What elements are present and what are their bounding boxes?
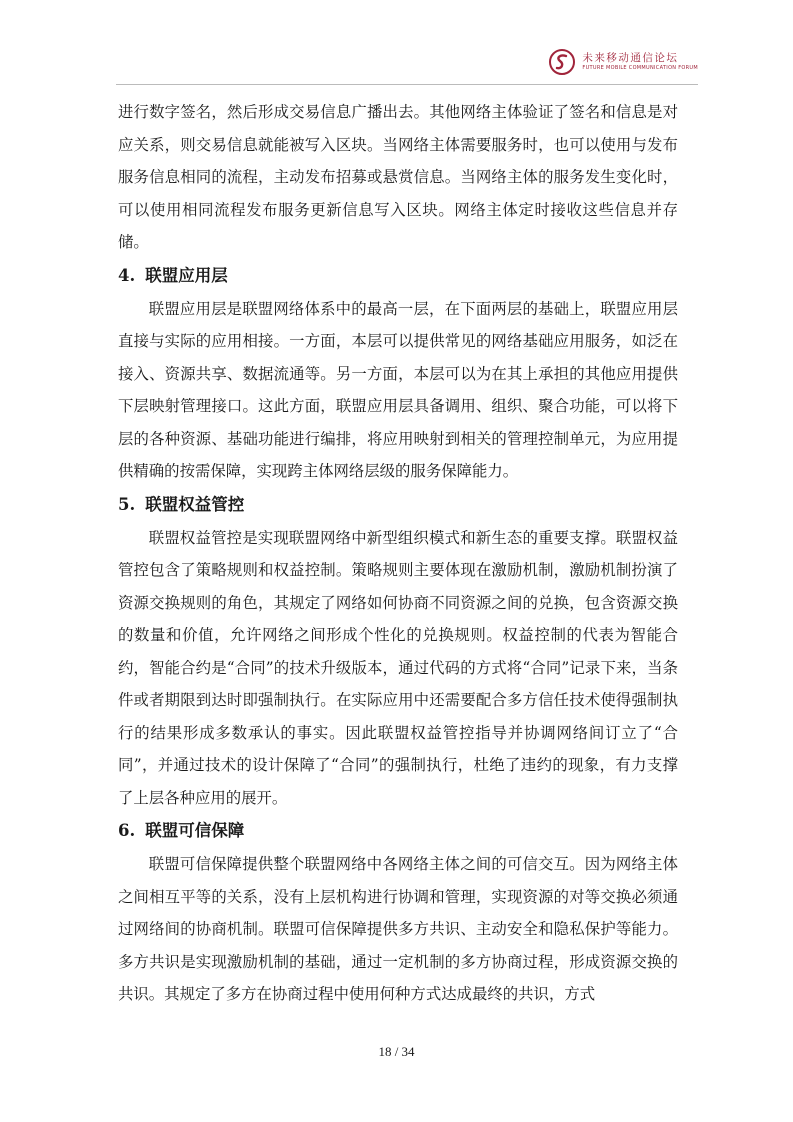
section-heading-4: [118, 259, 678, 293]
forum-logo-icon: [548, 48, 576, 76]
page-number: 18 / 34: [378, 1044, 415, 1059]
section-number: 6.: [118, 821, 136, 840]
section-number: 5.: [118, 494, 136, 514]
logo-cn-text: 未来移动通信论坛: [582, 51, 679, 64]
section-title: 联盟可信保障: [145, 821, 245, 840]
header-divider: [116, 84, 698, 85]
document-body: [118, 96, 678, 1011]
section-title: 联盟权益管控: [145, 494, 245, 514]
paragraph-section-6: 联盟可信保障提供整个联盟网络中各网络主体之间的可信交互。因为网络主体之间相互平等的关系，没有上层机构进行协调和管理，实现资源的对等交换必须通过网络间的协商机制。联盟可信保障提供多方共识、主动安全和隐私保护等能力。多方共识是实现激励机制的基础，通过一定机制的多方协商过程，形成资源交换的共识。其规定了多方在协商过程中使用何种方式达成最终的共识，方式: [118, 855, 678, 1003]
section-heading-5: [118, 488, 678, 522]
paragraph-continuation: 进行数字签名，然后形成交易信息广播出去。其他网络主体验证了签名和信息是对应关系，则交易信息就能被写入区块。当网络主体需要服务时，也可以使用与发布服务信息相同的流程，主动发布招募或悬赏信息。当网络主体的服务发生变化时，可以使用相同流程发布服务更新信息写入区块。网络主体定时接收这些信息并存储。: [118, 103, 678, 251]
section-title: 联盟应用层: [145, 265, 228, 285]
paragraph-section-5: 联盟权益管控是实现联盟网络中新型组织模式和新生态的重要支撑。联盟权益管控包含了策略规则和权益控制。策略规则主要体现在激励机制，激励机制扮演了资源交换规则的角色，其规定了网络如何协商不同资源之间的兑换，包含资源交换的数量和价值，允许网络之间形成个性化的兑换规则。权益控制的代表为智能合约，智能合约是“合同”的技术升级版本，通过代码的方式将“合同”记录下来，当条件或者期限到达时即强制执行。在实际应用中还需要配合多方信任技术使得强制执行的结果形成多数承认的事实。因此联盟权益管控指导并协调网络间订立了“合同”，并通过技术的设计保障了“合同”的强制执行，杜绝了违约的现象，有力支撑了上层各种应用的展开。: [118, 528, 678, 807]
paragraph-section-4: 联盟应用层是联盟网络体系中的最高一层，在下面两层的基础上，联盟应用层直接与实际的应用相接。一方面，本层可以提供常见的网络基础应用服务，如泛在接入、资源共享、数据流通等。另一方面，本层可以为在其上承担的其他应用提供下层映射管理接口。这此方面，联盟应用层具备调用、组织、聚合功能，可以将下层的各种资源、基础功能进行编排，将应用映射到相关的管理控制单元，为应用提供精确的按需保障，实现跨主体网络层级的服务保障能力。: [118, 299, 678, 480]
logo-en-text: FUTURE MOBILE COMMUNICATION FORUM: [582, 65, 698, 72]
section-heading-6: [118, 814, 678, 848]
header-logo: [548, 48, 698, 76]
section-number: 4.: [118, 265, 136, 285]
